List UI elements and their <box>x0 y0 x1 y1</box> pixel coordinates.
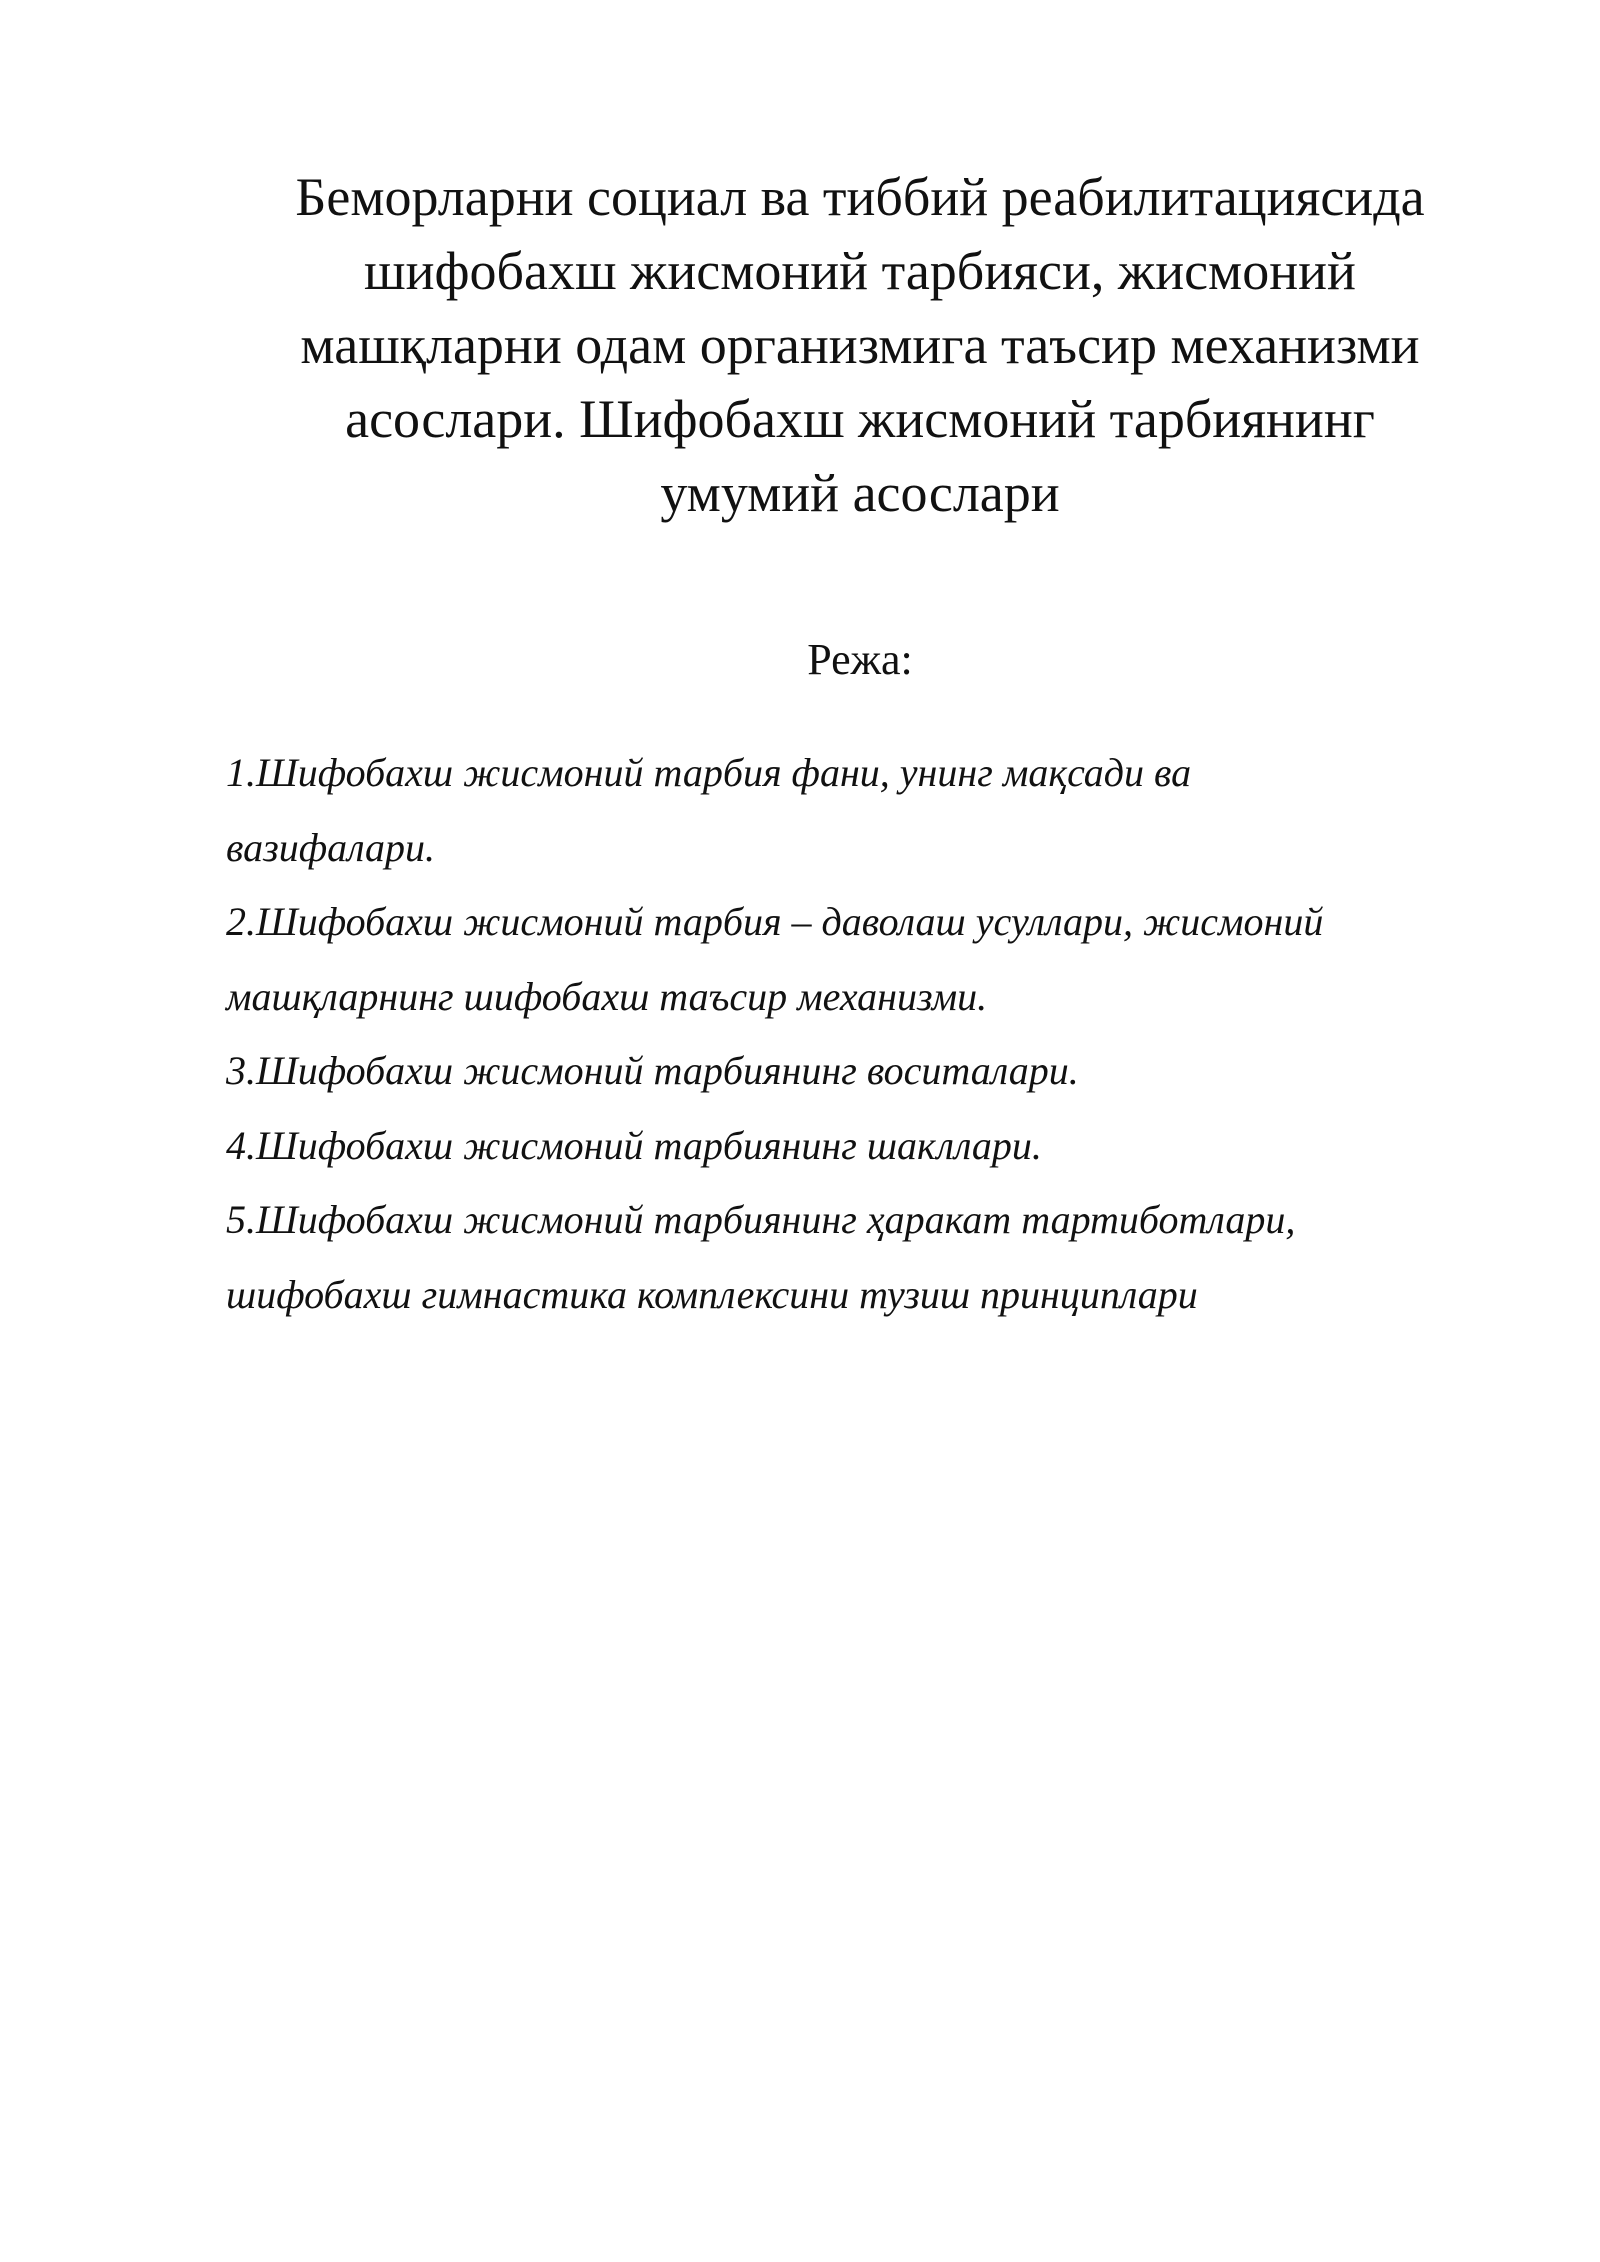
plan-item <box>226 1183 1476 1332</box>
plan-list <box>226 736 1476 1332</box>
plan-item-line: 1.Шифобахш жисмоний тарбия фани, унинг мақсади ва <box>226 750 1192 795</box>
plan-item-line: шифобахш гимнастика комплексини тузиш принциплари <box>226 1271 1198 1317</box>
document-title <box>215 160 1505 530</box>
title-line: Беморларни социал ва тиббий реабилитациясида <box>295 167 1425 227</box>
plan-heading: Режа: <box>807 635 913 684</box>
title-line: асослари. Шифобахш жисмоний тарбиянинг <box>345 389 1375 449</box>
plan-item-line: 2.Шифобахш жисмоний тарбия – даволаш усуллари, жисмоний <box>226 899 1324 944</box>
plan-item <box>226 885 1476 1034</box>
plan-item <box>226 1034 1476 1109</box>
plan-item-line: 4.Шифобахш жисмоний тарбиянинг шакллари. <box>226 1122 1042 1168</box>
plan-item <box>226 736 1476 885</box>
title-line: машқларни одам организмига таъсир механизми <box>300 315 1420 375</box>
title-line: умумий асослари <box>660 463 1060 523</box>
plan-item <box>226 1109 1476 1184</box>
plan-item-line: 3.Шифобахш жисмоний тарбиянинг воситалари. <box>226 1048 1079 1093</box>
plan-item-line: машқларнинг шифобахш таъсир механизми. <box>226 973 988 1019</box>
title-line: шифобахш жисмоний тарбияси, жисмоний <box>364 241 1356 301</box>
plan-item-line: вазифалари. <box>226 824 436 870</box>
plan-item-line: 5.Шифобахш жисмоний тарбиянинг ҳаракат тартиботлари, <box>226 1197 1296 1242</box>
